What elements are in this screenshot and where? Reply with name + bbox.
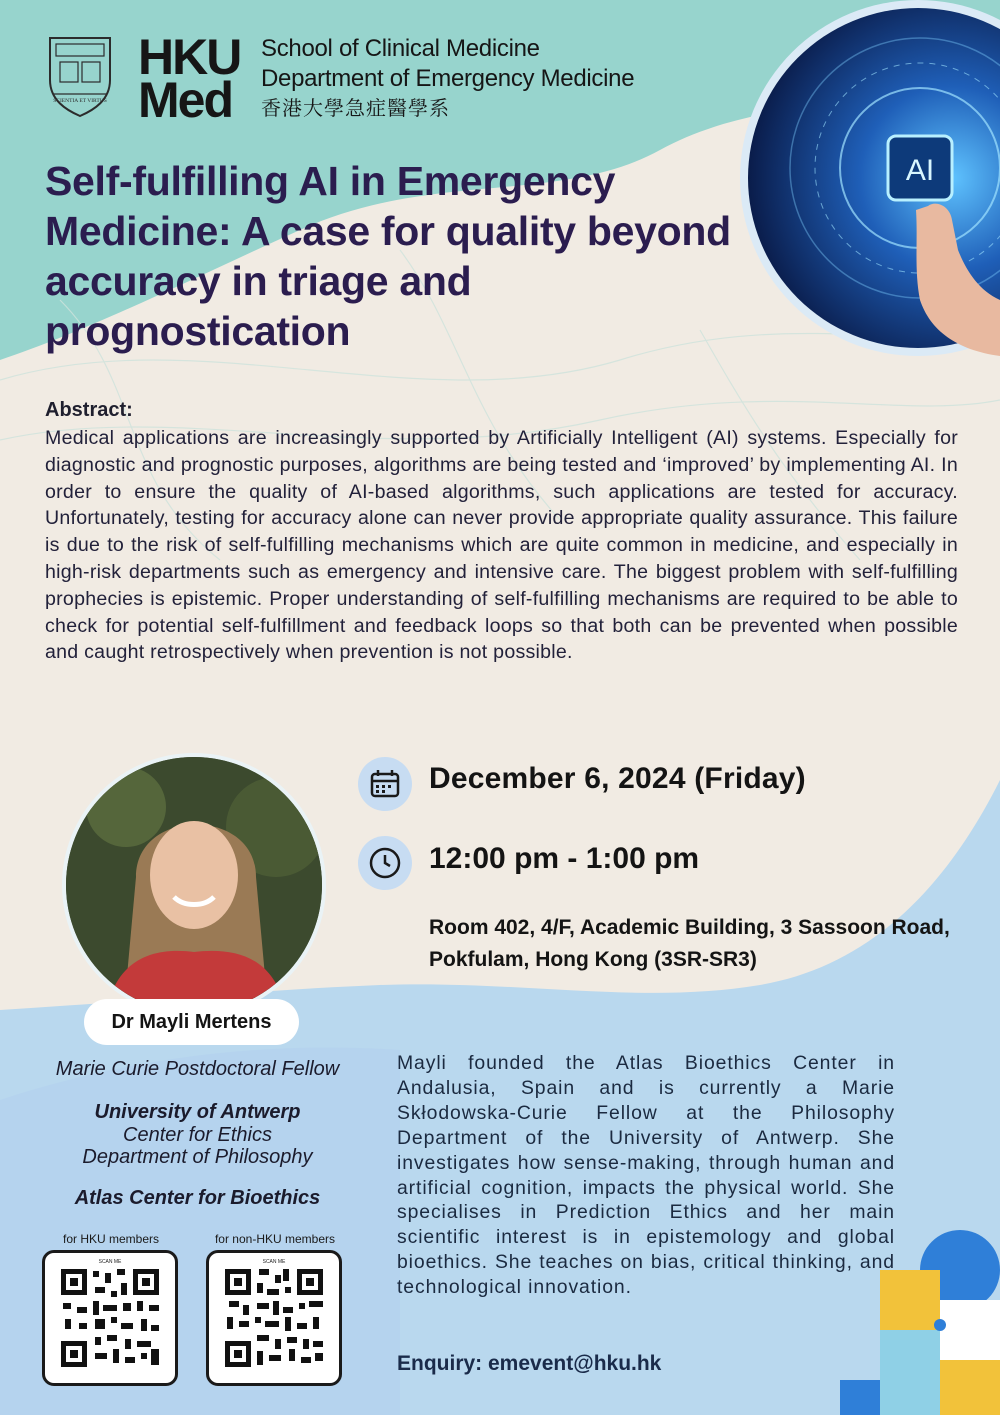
svg-text:SCIENTIA ET VIRTUS: SCIENTIA ET VIRTUS (53, 98, 107, 104)
clock-icon (358, 836, 412, 890)
brand-line-2: Med (138, 72, 232, 128)
abstract-heading: Abstract: (45, 399, 133, 421)
speaker-photo (62, 753, 326, 1017)
enquiry-email[interactable]: Enquiry: emevent@hku.hk (397, 1352, 662, 1375)
ai-illustration (738, 0, 1000, 360)
speaker-department: Department of Philosophy (82, 1146, 313, 1168)
speaker-name: Dr Mayli Mertens (84, 999, 299, 1045)
speaker-portrait-image (66, 757, 322, 1013)
qr-code-hku[interactable] (42, 1250, 178, 1386)
speaker-other-affiliation: Atlas Center for Bioethics (74, 1187, 321, 1209)
hku-crest-logo (44, 34, 116, 118)
school-block (261, 34, 634, 124)
speaker-university: University of Antwerp (94, 1101, 301, 1123)
school-name: School of Clinical Medicine (261, 35, 540, 62)
speaker-bio: Mayli founded the Atlas Bioethics Center in Andalusia, Spain and is currently a Marie Skłodowska-Curie Fellow at the Philosophy Department of the University of Antwerp. She investigates how sense-making, through human and artificial cognition, impacts the physical world. She specialises in Prediction Ethics and her main scientific interest is in epistemology and global bioethics. She teaches on bias, critical thinking, and technological innovation. (397, 1052, 895, 1299)
event-title: Self-fulfilling AI in Emergency Medicine: A case for quality beyond accuracy in triage and prognostication (45, 158, 731, 354)
qr-code-non-hku-image (209, 1253, 339, 1383)
qr-non-hku-label: for non-HKU members (214, 1232, 336, 1246)
brand-line-1: HKU (138, 29, 241, 85)
qr-code-non-hku[interactable] (206, 1250, 342, 1386)
svg-text:SCAN ME: SCAN ME (98, 1259, 122, 1265)
abstract-body: Medical applications are increasingly supported by Artificially Intelligent (AI) systems. Especially for diagnostic and prognostic purposes, algorithms are being tested and ‘improved’ by implementing AI. In order to ensure the quality of AI-based algorithms, such applications are tested for accuracy. Unfortunately, testing for accuracy alone can never provide appropriate quality assurance. This failure is due to the risk of self-fulfilling mechanisms which are quite common in medicine, and especially in high-risk departments such as emergency and intensive care. The biggest problem with self-fulfilling prophecies is epistemic. Proper understanding of self-fulfilling mechanisms are required to be able to check for potential self-fulfillment and feedback loops so that both can be prevented when possible and caught retrospectively when prevention is not possible. (45, 427, 958, 664)
event-date: December 6, 2024 (Friday) (429, 762, 806, 795)
event-venue: Room 402, 4/F, Academic Building, 3 Sassoon Road, Pokfulam, Hong Kong (3SR-SR3) (429, 916, 950, 971)
clock-icon-badge (358, 836, 412, 890)
speaker-center: Center for Ethics (123, 1124, 272, 1146)
calendar-icon-badge (358, 757, 412, 811)
speaker-position: Marie Curie Postdoctoral Fellow (55, 1058, 340, 1080)
event-time: 12:00 pm - 1:00 pm (429, 842, 700, 875)
department-name: Department of Emergency Medicine (261, 65, 635, 92)
hku-med-brand (138, 29, 241, 128)
svg-text:AI: AI (905, 154, 935, 187)
qr-hku-label: for HKU members (62, 1232, 160, 1246)
qr-code-hku-image (45, 1253, 175, 1383)
department-name-zh: 香港大學急症醫學系 (261, 98, 450, 120)
calendar-icon (358, 757, 412, 811)
svg-text:SCAN ME: SCAN ME (262, 1259, 286, 1265)
